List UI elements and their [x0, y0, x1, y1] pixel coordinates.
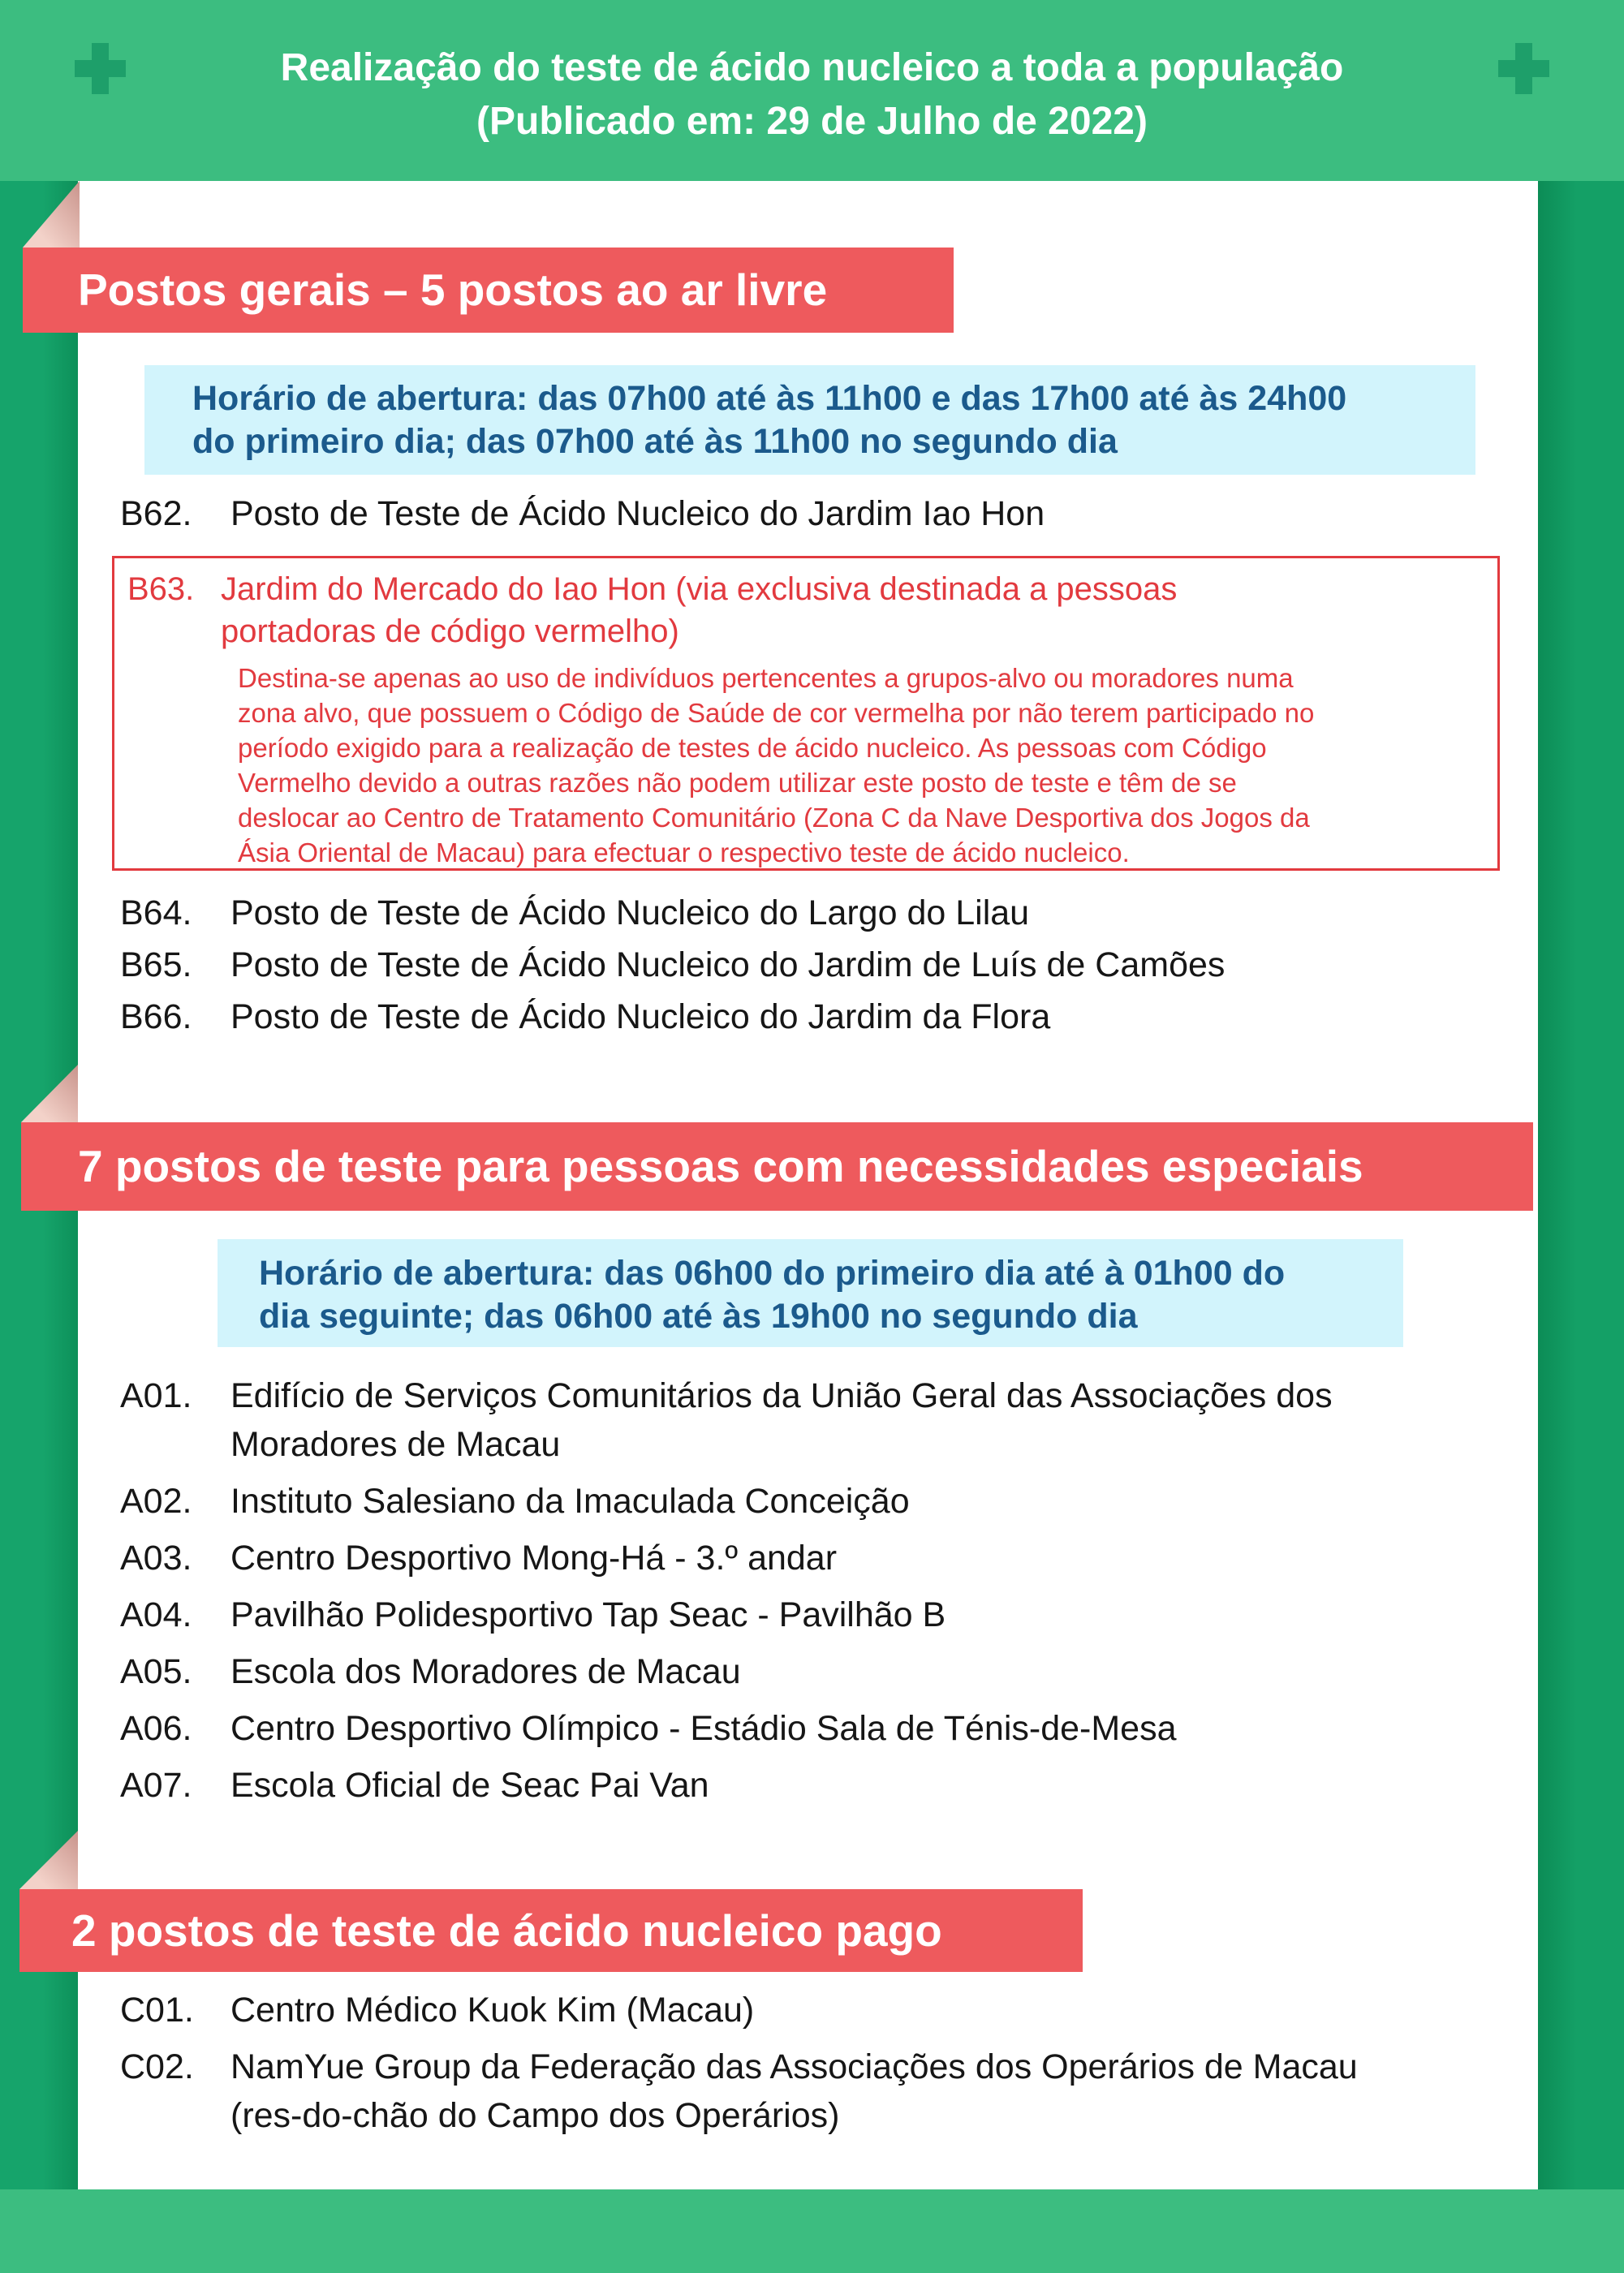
station-name: Centro Desportivo Olímpico - Estádio Sala de Ténis-de-Mesa [230, 1709, 1177, 1748]
station-number: A01. [120, 1376, 192, 1415]
station-name: Instituto Salesiano da Imaculada Conceição [230, 1482, 910, 1521]
notice-line: Destina-se apenas ao uso de indivíduos pertencentes a grupos-alvo ou moradores numa [238, 663, 1294, 693]
station-number: A06. [120, 1709, 192, 1748]
section-banner-general-label: Postos gerais – 5 postos ao ar livre [78, 265, 828, 315]
station-list-general-continued [120, 889, 1508, 1044]
station-list-special [120, 1371, 1508, 1818]
notice-line: Vermelho devido a outras razões não podem utilizar este posto de teste e têm de se [238, 768, 1237, 798]
station-name: Centro Desportivo Mong-Há - 3.º andar [230, 1539, 838, 1578]
station-list-item [120, 889, 1508, 937]
restricted-station-title-row [127, 568, 1489, 652]
notice-line: período exigido para a realização de testes de ácido nucleico. As pessoas com Código [238, 733, 1267, 763]
station-name: Posto de Teste de Ácido Nucleico do Jardim de Luís de Camões [230, 945, 1226, 984]
station-list-paid [120, 1986, 1508, 2148]
opening-hours-line: Horário de abertura: das 07h00 até às 11h00 e das 17h00 até às 24h00 [192, 379, 1347, 418]
station-name: Edifício de Serviços Comunitários da União Geral das Associações dos Moradores de Macau [230, 1376, 1333, 1464]
station-list-item [120, 1591, 1508, 1639]
station-name: Escola Oficial de Seac Pai Van [230, 1766, 709, 1805]
station-list-item [120, 489, 1508, 538]
station-name: Posto de Teste de Ácido Nucleico do Largo do Lilau [230, 893, 1030, 932]
station-number: B66. [120, 997, 192, 1036]
notice-line: zona alvo, que possuem o Código de Saúde de cor vermelha por não terem participado no [238, 698, 1315, 728]
station-list-item [120, 1477, 1508, 1526]
station-list-item [120, 1761, 1508, 1810]
station-list-item [120, 992, 1508, 1041]
station-name: Posto de Teste de Ácido Nucleico do Jardim Iao Hon [230, 494, 1045, 533]
restricted-station-notice [238, 661, 1489, 870]
station-number: A02. [120, 1482, 192, 1521]
opening-hours-box-general [144, 365, 1475, 475]
station-list-item [120, 2043, 1508, 2140]
restricted-station-box [112, 556, 1500, 871]
station-number: B64. [120, 893, 192, 932]
station-number: B63. [127, 571, 195, 607]
footer-strip [0, 2189, 1624, 2273]
section-banner-general [23, 248, 954, 333]
station-number: A05. [120, 1652, 192, 1691]
station-name: Pavilhão Polidesportivo Tap Seac - Pavilhão B [230, 1595, 946, 1634]
station-list-item [120, 1534, 1508, 1582]
opening-hours-line: do primeiro dia; das 07h00 até às 11h00 no segundo dia [192, 422, 1118, 461]
section-banner-special-label: 7 postos de teste para pessoas com necessidades especiais [78, 1141, 1363, 1191]
opening-hours-line: dia seguinte; das 06h00 até às 19h00 no segundo dia [259, 1297, 1138, 1336]
section-banner-paid [19, 1889, 1083, 1972]
right-margin-strip [1538, 181, 1624, 2189]
restricted-title-line: portadoras de código vermelho) [221, 613, 679, 649]
page-title: Realização do teste de ácido nucleico a toda a população [280, 46, 1344, 89]
station-list-item [120, 1647, 1508, 1696]
station-number: A07. [120, 1766, 192, 1805]
station-number: A04. [120, 1595, 192, 1634]
station-number: C01. [120, 1991, 194, 2030]
station-number: B65. [120, 945, 192, 984]
station-name: Centro Médico Kuok Kim (Macau) [230, 1991, 755, 2030]
station-name: NamYue Group da Federação das Associações dos Operários de Macau (res-do-chão do Campo dos Operários) [230, 2047, 1358, 2135]
page-subtitle: (Publicado em: 29 de Julho de 2022) [476, 100, 1148, 143]
notice-line: Ásia Oriental de Macau) para efectuar o respectivo teste de ácido nucleico. [238, 837, 1130, 867]
station-list-item [120, 1986, 1508, 2034]
header-banner [0, 0, 1624, 181]
section-banner-paid-label: 2 postos de teste de ácido nucleico pago [71, 1905, 942, 1956]
station-list-item [120, 1704, 1508, 1753]
station-list-item [120, 1371, 1508, 1469]
opening-hours-line: Horário de abertura: das 06h00 do primeiro dia até à 01h00 do [259, 1254, 1286, 1293]
station-number: A03. [120, 1539, 192, 1578]
station-number: C02. [120, 2047, 194, 2086]
station-name [221, 568, 1177, 652]
station-number: B62. [120, 494, 192, 533]
restricted-title-line: Jardim do Mercado do Iao Hon (via exclusiva destinada a pessoas [221, 571, 1178, 607]
section-banner-special [21, 1122, 1533, 1211]
station-name: Escola dos Moradores de Macau [230, 1652, 741, 1691]
station-list-general [120, 489, 1508, 546]
station-list-item [120, 941, 1508, 989]
notice-line: deslocar ao Centro de Tratamento Comunitário (Zona C da Nave Desportiva dos Jogos da [238, 803, 1310, 833]
station-name: Posto de Teste de Ácido Nucleico do Jardim da Flora [230, 997, 1051, 1036]
opening-hours-box-special [218, 1239, 1403, 1347]
